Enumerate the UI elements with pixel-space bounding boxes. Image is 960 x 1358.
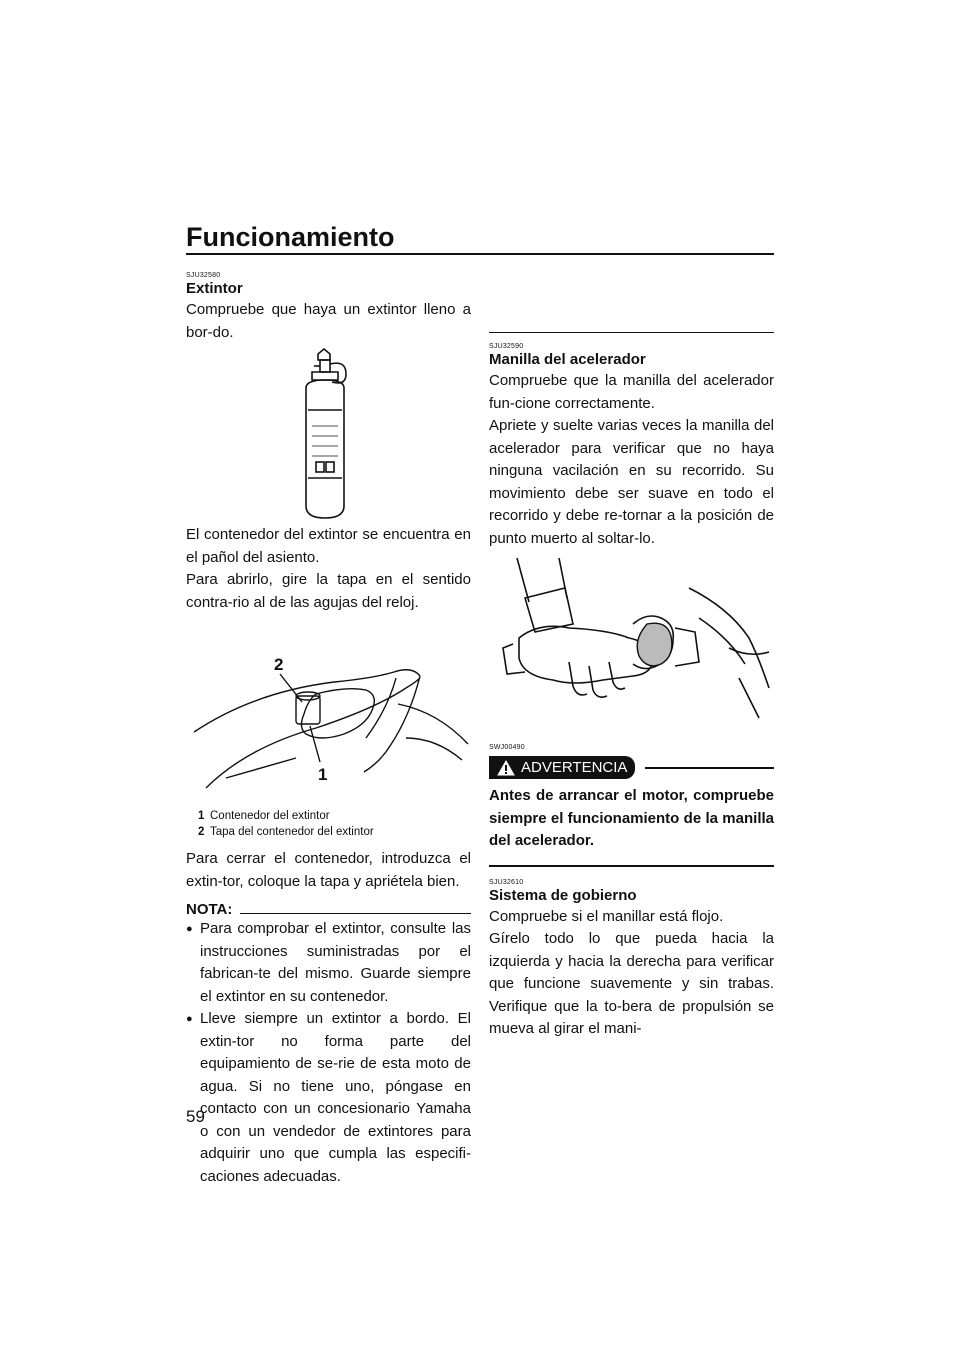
paragraph: Compruebe que haya un extintor lleno a bor-do. [186, 301, 471, 341]
section-heading-gobierno: Sistema de gobierno [489, 886, 637, 904]
fire-extinguisher-icon [186, 344, 471, 524]
section-heading-extintor: Extintor [186, 280, 243, 297]
nota-end-rule [489, 332, 774, 333]
list-item-text: Para comprobar el extintor, consulte las instrucciones suministradas por el fabrican-te del mismo. Guarde siempre el extintor en su contenedor. [200, 920, 471, 1005]
caption-number: 1 [198, 810, 205, 822]
page-number: 59 [186, 1107, 205, 1126]
paragraph: Para cerrar el contenedor, introduzca el extin-tor, coloque la tapa y apriétela bien. [186, 850, 471, 890]
paragraph: Gírelo todo lo que pueda hacia la izquierda y hacia la derecha para verificar que funcione suavemente y sin trabas. Verifique que la to-bera de propulsión se mueva al girar el mani- [489, 930, 774, 1037]
section-heading-acelerador: Manilla del acelerador [489, 351, 646, 368]
caption [198, 824, 471, 840]
caption [198, 808, 471, 824]
section-code: SJU32610 [489, 878, 524, 886]
warning-header [489, 756, 774, 779]
section-code: SJU32590 [489, 343, 524, 350]
list-item-text: Lleve siempre un extintor a bordo. El extin-tor no forma parte del equipamiento de se-rie de esta moto de agua. Si no tiene uno, póngase en contacto con un concesionario Yamaha o con un vendedor de extintores para adquirir uno que cumpla las especifi-caciones adecuadas. [200, 1010, 471, 1185]
section-code: SJU32580 [186, 272, 221, 279]
list-item [186, 918, 471, 1008]
nota-header [186, 901, 471, 918]
warning-badge [489, 756, 635, 779]
nota-label: NOTA: [186, 901, 233, 918]
figure-label-1: 1 [318, 765, 328, 784]
throttle-hand-icon [489, 558, 774, 738]
bullet-icon: ● [186, 923, 193, 935]
throttle-hand-illustration [489, 558, 774, 738]
warning-text: Antes de arrancar el motor, compruebe siempre el funcionamiento de la manilla del acelerador. [489, 787, 774, 849]
seat-compartment-icon [186, 628, 471, 808]
warning-triangle-icon [497, 760, 515, 776]
paragraph: Para abrirlo, gire la tapa en el sentido contra-rio al de las agujas del reloj. [186, 571, 471, 611]
caption-number: 2 [198, 826, 205, 838]
right-column [489, 220, 774, 1041]
nota-rule [240, 913, 471, 914]
warning-label: ADVERTENCIA [521, 759, 628, 776]
fire-extinguisher-illustration [186, 344, 471, 524]
figure-label-2: 2 [274, 655, 284, 674]
page-title: Funcionamiento [186, 222, 395, 252]
caption-text: Contenedor del extintor [210, 810, 330, 822]
paragraph: Compruebe que la manilla del acelerador fun-cione correctamente. [489, 372, 774, 412]
warning-rule [645, 767, 774, 769]
seat-compartment-illustration [186, 628, 471, 808]
caption-text: Tapa del contenedor del extintor [210, 826, 374, 838]
bullet-icon: ● [186, 1013, 193, 1025]
paragraph: El contenedor del extintor se encuentra en el pañol del asiento. [186, 526, 471, 566]
warning-code: SWJ00490 [489, 744, 525, 751]
warning-end-rule [489, 865, 774, 867]
paragraph: Apriete y suelte varias veces la manilla del acelerador para verificar que no haya ninguna vacilación en su recorrido. Su movimiento debe ser suave en todo el recorrido y debe re-tornar a la posición de punto muerto al soltar-lo. [489, 417, 774, 547]
paragraph: Compruebe si el manillar está flojo. [489, 907, 724, 925]
